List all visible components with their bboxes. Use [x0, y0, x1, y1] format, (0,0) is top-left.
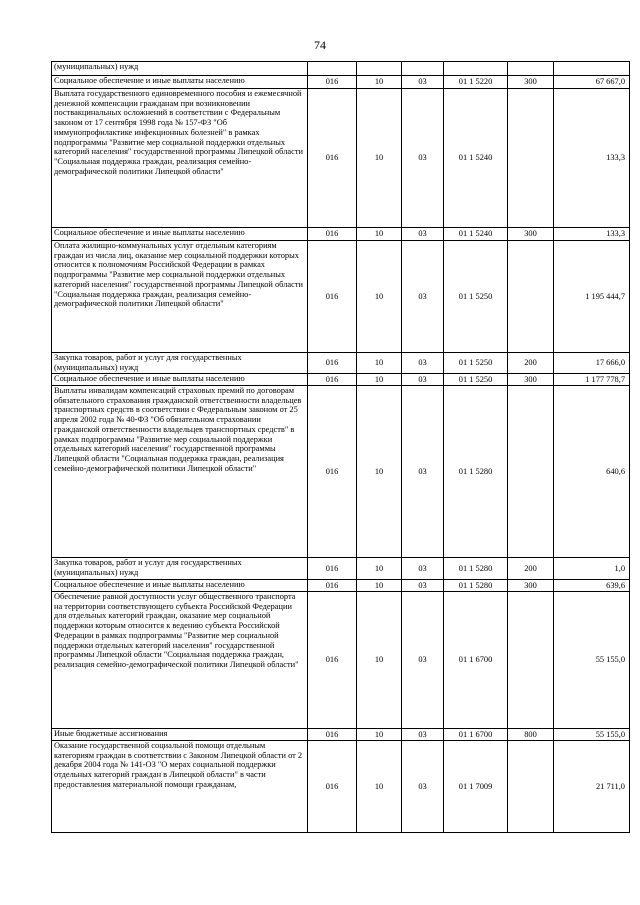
- row-ministry-code: 016: [308, 353, 357, 374]
- row-ministry-code: 016: [308, 228, 357, 241]
- row-expense-type-code: [508, 592, 554, 729]
- row-target-code: 01 1 5250: [444, 374, 508, 386]
- row-name: Иные бюджетные ассигнования: [52, 729, 308, 741]
- row-amount: 55 155,0: [554, 729, 630, 741]
- row-target-code: 01 1 5250: [444, 241, 508, 353]
- row-target-code: 01 1 5280: [444, 386, 508, 558]
- row-target-code: 01 1 5220: [444, 76, 508, 89]
- row-ministry-code: 016: [308, 241, 357, 353]
- row-amount: 17 666,0: [554, 353, 630, 374]
- row-amount: 67 667,0: [554, 76, 630, 89]
- row-section-code: 10: [357, 89, 402, 228]
- row-amount: 133,3: [554, 228, 630, 241]
- row-target-code: 01 1 5250: [444, 353, 508, 374]
- row-subsection-code: 03: [402, 353, 444, 374]
- row-name: Закупка товаров, работ и услуг для государственных (муниципальных) нужд: [52, 353, 308, 374]
- row-name: (муниципальных) нужд: [52, 62, 308, 76]
- table-row: [52, 580, 630, 592]
- row-name: Социальное обеспечение и иные выплаты населению: [52, 374, 308, 386]
- row-ministry-code: 016: [308, 76, 357, 89]
- row-name: Социальное обеспечение и иные выплаты населению: [52, 76, 308, 89]
- row-amount: 640,6: [554, 386, 630, 558]
- row-expense-type-code: [508, 89, 554, 228]
- row-expense-type-code: 200: [508, 558, 554, 580]
- row-subsection-code: 03: [402, 741, 444, 833]
- row-target-code: [444, 62, 508, 76]
- row-name: Выплата государственного единовременного пособия и ежемесячной денежной компенсации гражданам при возникновении поствакцинальных осложнений в соответствии с Федеральным законом от 17 сентября 1998 года № 157-ФЗ "Об иммунопрофилактике инфекционных болезней" в рамках подпрограммы "Развитие мер социальной поддержки отдельных категорий населения" государственной программы Липецкой области "Социальная поддержка граждан, реализация семейно-демографической политики Липецкой области": [52, 89, 308, 228]
- row-amount: 1 195 444,7: [554, 241, 630, 353]
- row-section-code: 10: [357, 374, 402, 386]
- row-section-code: [357, 62, 402, 76]
- table-row: [52, 741, 630, 833]
- row-expense-type-code: [508, 62, 554, 76]
- table-row: [52, 592, 630, 729]
- row-section-code: 10: [357, 729, 402, 741]
- row-subsection-code: 03: [402, 580, 444, 592]
- row-section-code: 10: [357, 76, 402, 89]
- row-name: Социальное обеспечение и иные выплаты населению: [52, 580, 308, 592]
- table-row: [52, 76, 630, 89]
- row-target-code: 01 1 5240: [444, 89, 508, 228]
- table-row: [52, 729, 630, 741]
- row-amount: 639,6: [554, 580, 630, 592]
- row-name: Обеспечение равной доступности услуг общественного транспорта на территории соответствующего субъекта Российской Федерации для отдельных категорий граждан, оказание мер социальной поддержки которым относится к ведению субъекта Российской Федерации в рамках подпрограммы "Развитие мер социальной поддержки отдельных категорий населения" государственной программы Липецкой области "Социальная поддержка граждан, реализация семейно-демографической политики Липецкой области": [52, 592, 308, 729]
- row-target-code: 01 1 6700: [444, 729, 508, 741]
- table-row: [52, 386, 630, 558]
- row-name: Оплата жилищно-коммунальных услуг отдельным категориям граждан из числа лиц, оказание мер социальной поддержки которых относится к полномочиям Российской Федерации в рамках подпрограммы "Развитие мер социальной поддержки отдельных категорий населения" государственной программы Липецкой области "Социальная поддержка граждан, реализация семейно-демографической политики Липецкой области": [52, 241, 308, 353]
- row-section-code: 10: [357, 386, 402, 558]
- row-amount: 55 155,0: [554, 592, 630, 729]
- row-amount: 133,3: [554, 89, 630, 228]
- table-row: [52, 374, 630, 386]
- row-amount: [554, 62, 630, 76]
- row-amount: 1,0: [554, 558, 630, 580]
- row-subsection-code: 03: [402, 374, 444, 386]
- row-expense-type-code: 300: [508, 580, 554, 592]
- row-section-code: 10: [357, 353, 402, 374]
- row-target-code: 01 1 5280: [444, 580, 508, 592]
- row-section-code: 10: [357, 741, 402, 833]
- row-name: Оказание государственной социальной помощи отдельным категориям граждан в соответствии с Законом Липецкой области от 2 декабря 2004 года № 141-ОЗ "О мерах социальной поддержки отдельных категорий граждан в Липецкой области" в части предоставления материальной помощи гражданам,: [52, 741, 308, 833]
- row-section-code: 10: [357, 580, 402, 592]
- row-section-code: 10: [357, 241, 402, 353]
- row-ministry-code: 016: [308, 386, 357, 558]
- row-ministry-code: 016: [308, 580, 357, 592]
- row-subsection-code: 03: [402, 386, 444, 558]
- row-name: Выплаты инвалидам компенсаций страховых премий по договорам обязательного страхования гражданской ответственности владельцев транспортных средств в соответствии с Федеральным законом от 25 апреля 2002 года № 40-ФЗ "Об обязательном страховании гражданской ответственности владельцев транспортных средств" в рамках подпрограммы "Развитие мер социальной поддержки отдельных категорий населения" государственной программы Липецкой области "Социальная поддержка граждан, реализация семейно-демографической политики Липецкой области": [52, 386, 308, 558]
- row-target-code: 01 1 7009: [444, 741, 508, 833]
- table-row: [52, 228, 630, 241]
- row-ministry-code: 016: [308, 729, 357, 741]
- row-target-code: 01 1 5240: [444, 228, 508, 241]
- row-name: Социальное обеспечение и иные выплаты населению: [52, 228, 308, 241]
- row-subsection-code: [402, 62, 444, 76]
- row-section-code: 10: [357, 228, 402, 241]
- row-subsection-code: 03: [402, 228, 444, 241]
- row-name: Закупка товаров, работ и услуг для государственных (муниципальных) нужд: [52, 558, 308, 580]
- row-ministry-code: 016: [308, 374, 357, 386]
- row-expense-type-code: 200: [508, 353, 554, 374]
- row-expense-type-code: 800: [508, 729, 554, 741]
- row-expense-type-code: 300: [508, 76, 554, 89]
- row-ministry-code: 016: [308, 89, 357, 228]
- row-ministry-code: 016: [308, 592, 357, 729]
- row-amount: 21 711,0: [554, 741, 630, 833]
- row-ministry-code: 016: [308, 741, 357, 833]
- row-expense-type-code: 300: [508, 228, 554, 241]
- row-subsection-code: 03: [402, 241, 444, 353]
- row-expense-type-code: [508, 741, 554, 833]
- row-expense-type-code: 300: [508, 374, 554, 386]
- row-target-code: 01 1 5280: [444, 558, 508, 580]
- row-ministry-code: [308, 62, 357, 76]
- row-target-code: 01 1 6700: [444, 592, 508, 729]
- row-amount: 1 177 778,7: [554, 374, 630, 386]
- row-subsection-code: 03: [402, 729, 444, 741]
- row-subsection-code: 03: [402, 76, 444, 89]
- budget-table: [51, 61, 630, 833]
- row-subsection-code: 03: [402, 592, 444, 729]
- page-number: 74: [314, 38, 326, 52]
- row-subsection-code: 03: [402, 89, 444, 228]
- table-row: [52, 62, 630, 76]
- row-expense-type-code: [508, 241, 554, 353]
- row-section-code: 10: [357, 558, 402, 580]
- row-ministry-code: 016: [308, 558, 357, 580]
- table-row: [52, 353, 630, 374]
- table-row: [52, 558, 630, 580]
- table-row: [52, 89, 630, 228]
- row-expense-type-code: [508, 386, 554, 558]
- row-section-code: 10: [357, 592, 402, 729]
- row-subsection-code: 03: [402, 558, 444, 580]
- table-row: [52, 241, 630, 353]
